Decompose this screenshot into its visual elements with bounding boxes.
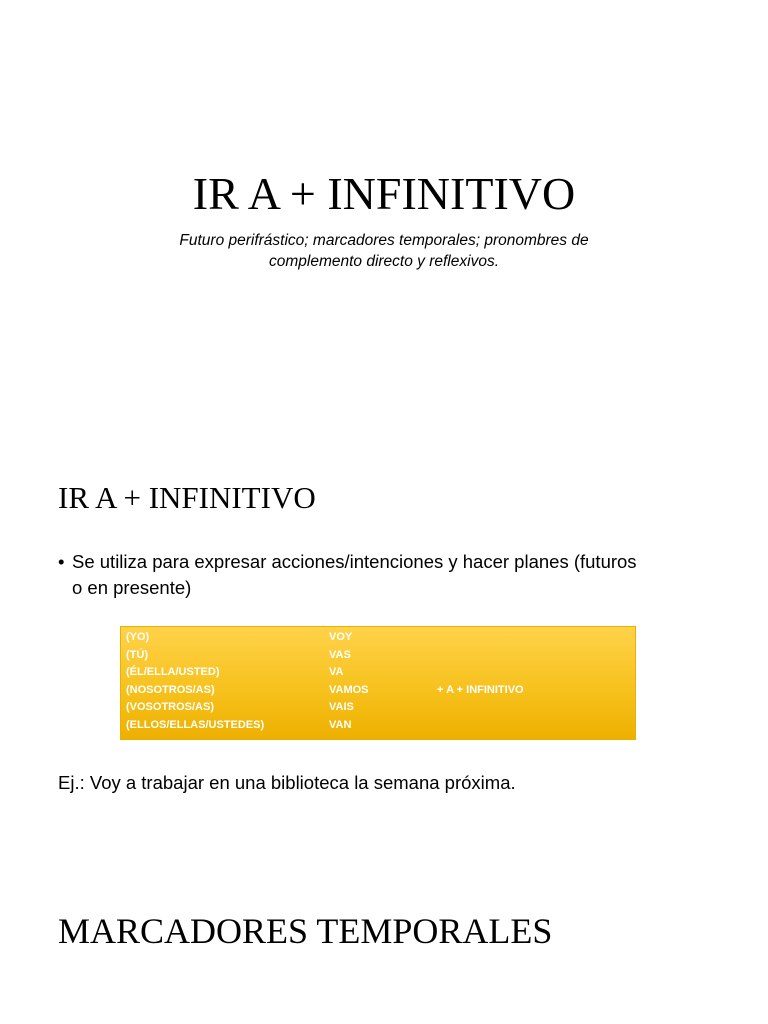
pronoun-cell: (NOSOTROS/AS): [126, 683, 215, 696]
bullet-marker: •: [58, 551, 65, 572]
main-title: IR A + INFINITIVO: [192, 168, 576, 219]
subtitle: [134, 230, 634, 272]
verb-column: [329, 629, 369, 734]
section-heading-ir-a: IR A + INFINITIVO: [58, 480, 316, 515]
subtitle-line: complemento directo y reflexivos.: [268, 253, 499, 270]
pronoun-cell: (YO): [126, 631, 150, 643]
verb-cell: VOY: [329, 631, 353, 643]
pronoun-column: [126, 629, 264, 734]
verb-cell: VA: [329, 666, 344, 678]
infinitive-cell: + A + INFINITIVO: [437, 684, 524, 696]
subtitle-line: Futuro perifrástico; marcadores temporales; pronombres de: [179, 232, 589, 249]
bullet-text-line: o en presente): [72, 577, 192, 598]
pronoun-cell: (ELLOS/ELLAS/USTEDES): [126, 718, 265, 731]
verb-cell: VAS: [329, 648, 351, 661]
verb-cell: VAN: [329, 718, 352, 731]
bullet-point: [58, 549, 718, 601]
verb-cell: VAIS: [329, 701, 354, 713]
conjugation-table: [121, 627, 635, 739]
pronoun-cell: (TÚ): [126, 648, 148, 661]
example-sentence: Ej.: Voy a trabajar en una biblioteca la semana próxima.: [58, 772, 516, 793]
verb-cell: VAMOS: [329, 683, 369, 696]
pronoun-cell: (VOSOTROS/AS): [126, 701, 215, 713]
section-heading-marcadores: MARCADORES TEMPORALES: [58, 911, 553, 951]
pronoun-cell: (ÉL/ELLA/USTED): [126, 666, 220, 678]
bullet-text-line: Se utiliza para expresar acciones/intenciones y hacer planes (futuros: [72, 551, 637, 572]
